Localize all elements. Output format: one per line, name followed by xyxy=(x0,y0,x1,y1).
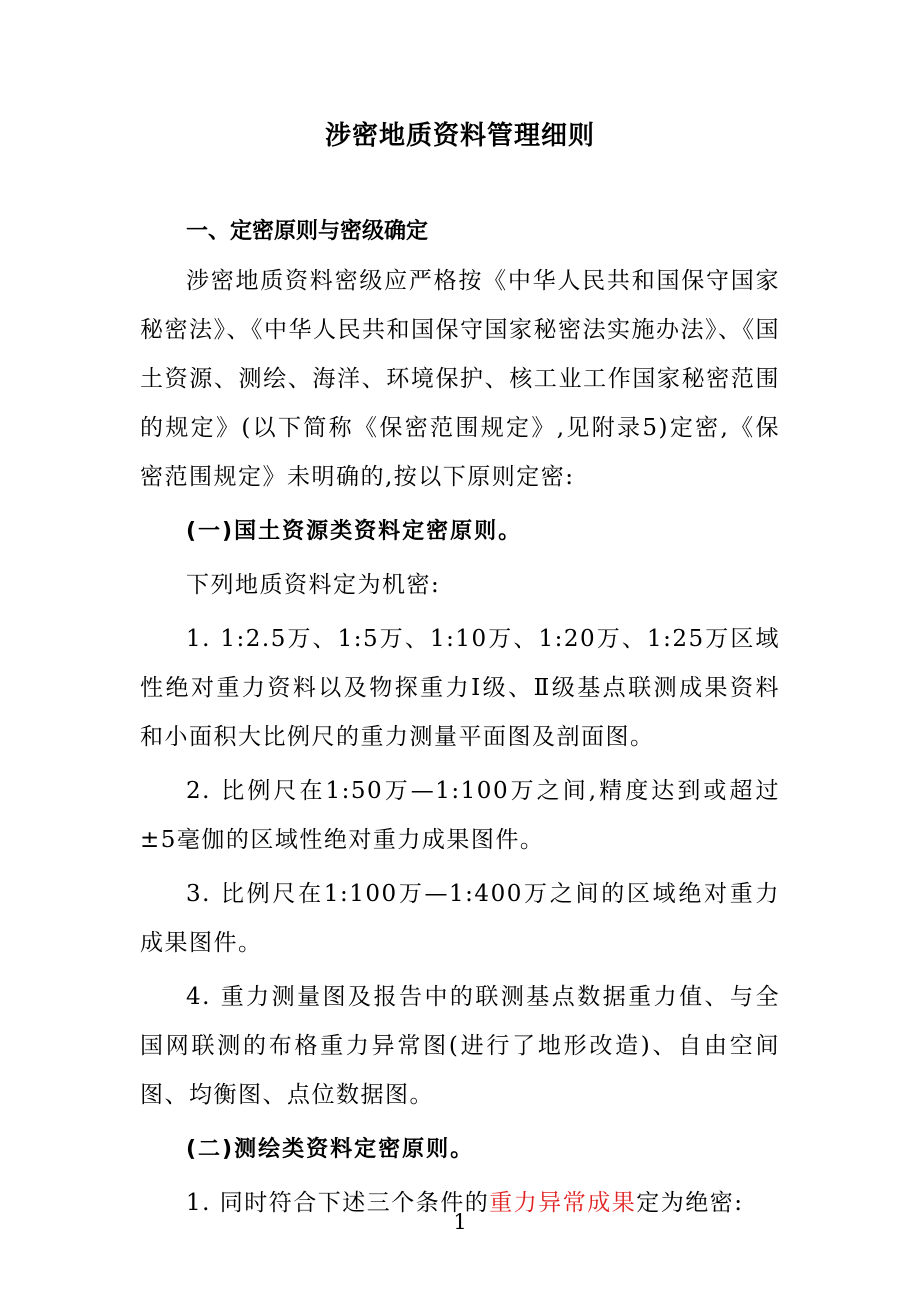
page-number: 1 xyxy=(453,1210,467,1234)
highlighted-term: 重力异常成果 xyxy=(489,1190,637,1216)
list-item: 1. 1:2.5万、1:5万、1:10万、1:20万、1:25万区域性绝对重力资料以及物探重力Ⅰ级、Ⅱ级基点联测成果资料和小面积大比例尺的重力测量平面图及剖面图。 xyxy=(140,626,780,750)
item-suffix: 定为绝密: xyxy=(636,1190,744,1216)
section-heading-1: 一、定密原则与密级确定 xyxy=(186,219,429,244)
list-item: 3. 比例尺在1:100万—1:400万之间的区域绝对重力成果图件。 xyxy=(140,881,780,956)
subsection-heading-1: (一)国土资源类资料定密原则。 xyxy=(186,519,523,544)
subsection-lead: 下列地质资料定为机密: xyxy=(186,572,441,598)
subsection-heading-2: (二)测绘类资料定密原则。 xyxy=(186,1137,475,1162)
list-item: 2. 比例尺在1:50万—1:100万之间,精度达到或超过±5毫伽的区域性绝对重力成果图件。 xyxy=(140,778,780,853)
item-prefix: 1. 同时符合下述三个条件的 xyxy=(186,1190,490,1216)
intro-paragraph: 涉密地质资料密级应严格按《中华人民共和国保守国家秘密法》、《中华人民共和国保守国家秘密法实施办法》、《国土资源、测绘、海洋、环境保护、核工业工作国家秘密范围的规定》(以下简称《保密范围规定》,见附录5)定密,《保密范围规定》未明确的,按以下原则定密: xyxy=(140,268,780,490)
list-item: 4. 重力测量图及报告中的联测基点数据重力值、与全国网联测的布格重力异常图(进行了地形改造)、自由空间图、均衡图、点位数据图。 xyxy=(140,984,780,1108)
document-title: 涉密地质资料管理细则 xyxy=(324,121,595,151)
document-body xyxy=(140,208,780,1228)
